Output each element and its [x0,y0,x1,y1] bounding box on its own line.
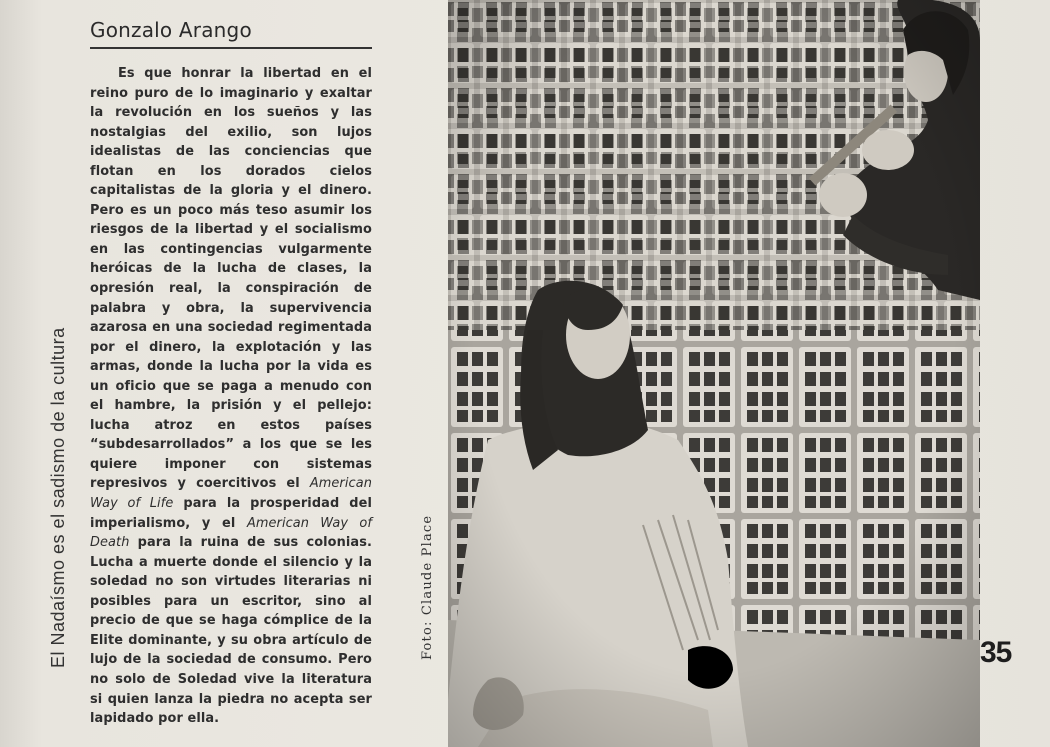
article-text-part-3: para la ruina de sus colonias. Lucha a muerte donde el silencio y la soledad no son virtudes literarias ni posibles para un escritor, sino al precio de que se haga cómplice de la Elite dominante, y su obra artículo de lujo de la sociedad de consumo. Pero no solo de Soledad vive la literatura si quien lanza la piedra no acepta ser lapidado por ella. [90,535,373,727]
article-text-part-1: Es que honrar la libertad en el reino puro de lo imaginario y exaltar la revolución en los sueños y las nostalgias del exilio, son lujos idealistas de las conciencias que flotan en los dorados cielos capitalistas de la gloria y el dinero. Pero es un poco más teso asumir los riesgos de la libertad y el socialismo en las contingencias vulgarmente heróicas de la lucha de clases, la opresión real, la conspiración de palabra y obra, la supervivencia azarosa en una sociedad regimentada por el dinero, la explotación y las armas, donde la lucha por la vida es un oficio que se paga a menudo con el hambre, la prisión y el pellejo: lucha atroz en estos países “subdesarrollados” a los que se les quiere imponer con sistemas represivos y coercitivos el [90,66,372,492]
article-italic-2: American Way of Death [90,515,372,551]
article-italic-1: American Way of Life [90,476,372,512]
author-name: Gonzalo Arango [90,18,372,49]
article-body [90,64,372,729]
photo-credit: Foto: Claude Place [420,514,435,660]
photo-vignette [448,0,980,747]
vertical-section-title: El Nadaísmo es el sadismo de la cultura [48,327,68,668]
page-number: 35 [980,636,1012,669]
article-text-part-2: para la prosperidad del imperialismo, y el [90,496,372,531]
article-paragraph [90,64,372,729]
photograph [448,0,980,747]
